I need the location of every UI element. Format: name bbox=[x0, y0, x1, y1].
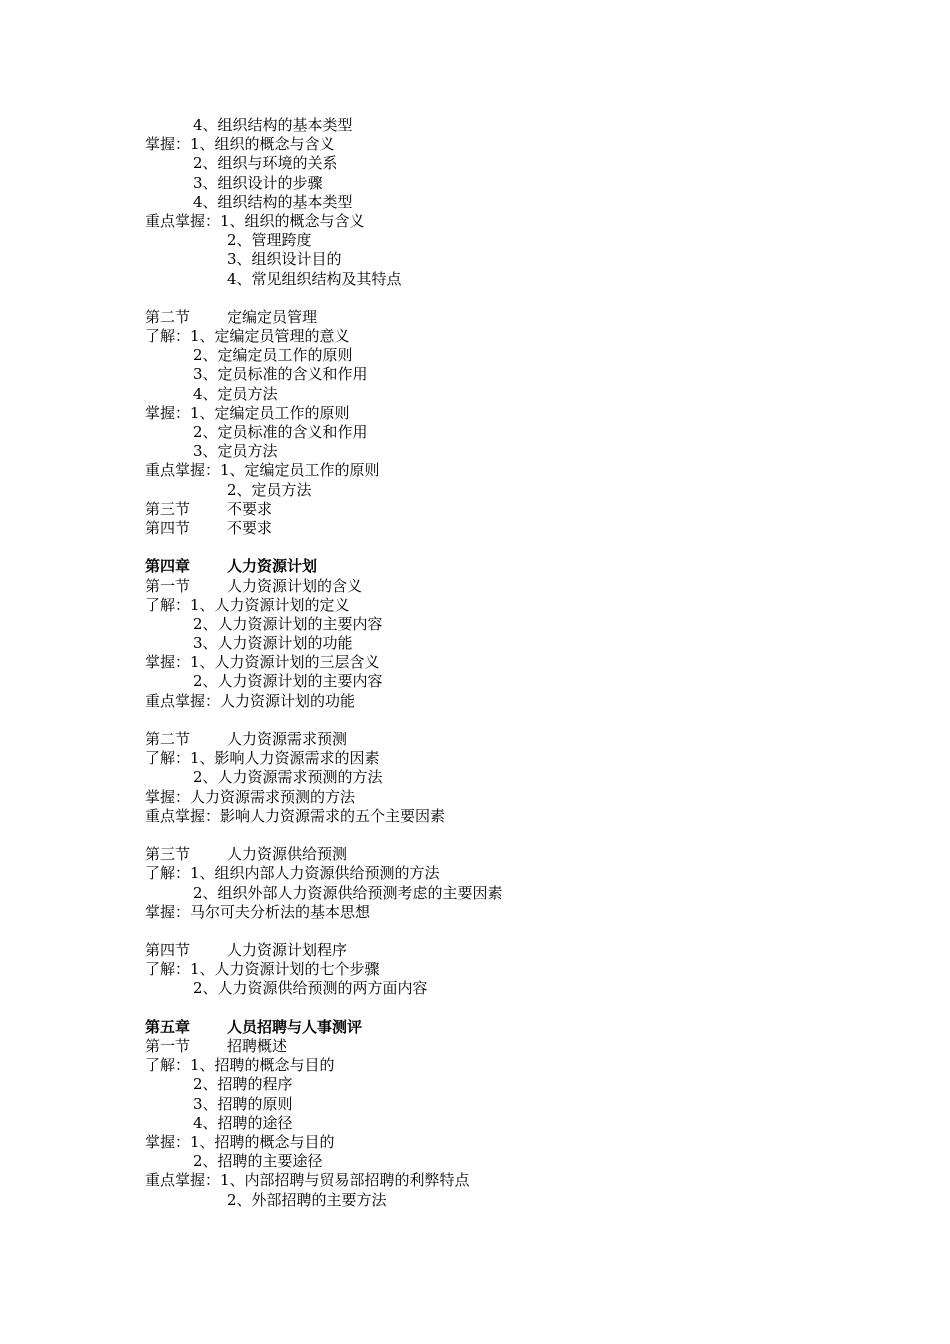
section-title: 人力资源供给预测 bbox=[227, 845, 348, 864]
section-heading bbox=[145, 519, 845, 538]
text-line: 3、招聘的原则 bbox=[193, 1094, 293, 1113]
chapter-number: 第五章 bbox=[145, 1017, 191, 1036]
section-heading bbox=[145, 845, 845, 864]
document-page bbox=[145, 116, 845, 1210]
text-line: 3、定员方法 bbox=[193, 442, 278, 461]
chapter-heading bbox=[145, 557, 845, 576]
section-title: 人力资源计划程序 bbox=[227, 941, 348, 960]
section-title: 定编定员管理 bbox=[227, 307, 318, 326]
text-line: 3、组织设计的步骤 bbox=[193, 173, 323, 192]
text-line: 4、组织结构的基本类型 bbox=[193, 116, 353, 134]
section-number: 第四节 bbox=[145, 518, 191, 537]
section-number: 第四节 bbox=[145, 941, 191, 960]
text-line: 2、组织与环境的关系 bbox=[193, 154, 338, 173]
text-line: 重点掌握：人力资源计划的功能 bbox=[145, 691, 356, 710]
text-line: 2、定员方法 bbox=[227, 480, 312, 499]
section-number: 第二节 bbox=[145, 307, 191, 326]
section-heading bbox=[145, 500, 845, 519]
text-line: 了解：1、人力资源计划的七个步骤 bbox=[145, 960, 380, 979]
section-title: 人力资源计划的含义 bbox=[227, 576, 363, 595]
text-line: 4、组织结构的基本类型 bbox=[193, 192, 353, 211]
section-heading bbox=[145, 1037, 845, 1056]
chapter-title: 人员招聘与人事测评 bbox=[227, 1017, 363, 1036]
text-line: 2、定员标准的含义和作用 bbox=[193, 423, 368, 441]
text-line: 掌握：1、定编定员工作的原则 bbox=[145, 403, 350, 422]
text-line: 重点掌握：1、定编定员工作的原则 bbox=[145, 461, 380, 480]
section-number: 第二节 bbox=[145, 730, 191, 748]
section-number: 第一节 bbox=[145, 1037, 191, 1055]
text-line: 2、定编定员工作的原则 bbox=[193, 346, 353, 365]
text-line: 2、招聘的主要途径 bbox=[193, 1152, 323, 1171]
text-line: 掌握：1、组织的概念与含义 bbox=[145, 135, 335, 154]
section-title: 不要求 bbox=[227, 518, 273, 537]
text-line: 2、招聘的程序 bbox=[193, 1075, 293, 1094]
text-line: 2、管理跨度 bbox=[227, 231, 312, 250]
section-heading bbox=[145, 308, 845, 327]
text-line: 重点掌握：1、组织的概念与含义 bbox=[145, 211, 365, 230]
text-line: 2、组织外部人力资源供给预测考虑的主要因素 bbox=[193, 883, 503, 902]
section-heading bbox=[145, 577, 845, 596]
chapter-number: 第四章 bbox=[145, 557, 191, 576]
section-title: 不要求 bbox=[227, 499, 273, 518]
text-line: 了解：1、招聘的概念与目的 bbox=[145, 1056, 335, 1075]
section-number: 第一节 bbox=[145, 576, 191, 595]
section-title: 招聘概述 bbox=[227, 1037, 288, 1055]
text-line: 掌握：人力资源需求预测的方法 bbox=[145, 787, 356, 806]
text-line: 3、定员标准的含义和作用 bbox=[193, 365, 368, 384]
text-line: 了解：1、影响人力资源需求的因素 bbox=[145, 749, 380, 768]
text-line: 了解：1、人力资源计划的定义 bbox=[145, 595, 350, 614]
text-line: 掌握：1、招聘的概念与目的 bbox=[145, 1132, 335, 1151]
section-number: 第三节 bbox=[145, 499, 191, 518]
chapter-title: 人力资源计划 bbox=[227, 557, 318, 576]
text-line: 3、人力资源计划的功能 bbox=[193, 634, 353, 653]
chapter-heading bbox=[145, 1018, 845, 1037]
text-line: 了解：1、定编定员管理的意义 bbox=[145, 327, 350, 346]
text-line: 重点掌握：1、内部招聘与贸易部招聘的利弊特点 bbox=[145, 1171, 470, 1190]
section-title: 人力资源需求预测 bbox=[227, 730, 348, 748]
text-line: 4、定员方法 bbox=[193, 384, 278, 403]
text-line: 4、常见组织结构及其特点 bbox=[227, 269, 402, 288]
text-line: 2、人力资源计划的主要内容 bbox=[193, 672, 383, 691]
text-line: 掌握：马尔可夫分析法的基本思想 bbox=[145, 902, 371, 921]
text-line: 3、组织设计目的 bbox=[227, 250, 342, 269]
section-number: 第三节 bbox=[145, 845, 191, 864]
text-line: 2、人力资源需求预测的方法 bbox=[193, 768, 383, 787]
text-line: 4、招聘的途径 bbox=[193, 1113, 293, 1132]
text-line: 重点掌握：影响人力资源需求的五个主要因素 bbox=[145, 806, 446, 825]
text-line: 2、人力资源供给预测的两方面内容 bbox=[193, 979, 428, 998]
text-line: 掌握：1、人力资源计划的三层含义 bbox=[145, 653, 380, 672]
text-line: 2、人力资源计划的主要内容 bbox=[193, 614, 383, 633]
text-line: 了解：1、组织内部人力资源供给预测的方法 bbox=[145, 864, 440, 883]
section-heading bbox=[145, 730, 845, 749]
text-line: 2、外部招聘的主要方法 bbox=[227, 1190, 387, 1209]
section-heading bbox=[145, 941, 845, 960]
